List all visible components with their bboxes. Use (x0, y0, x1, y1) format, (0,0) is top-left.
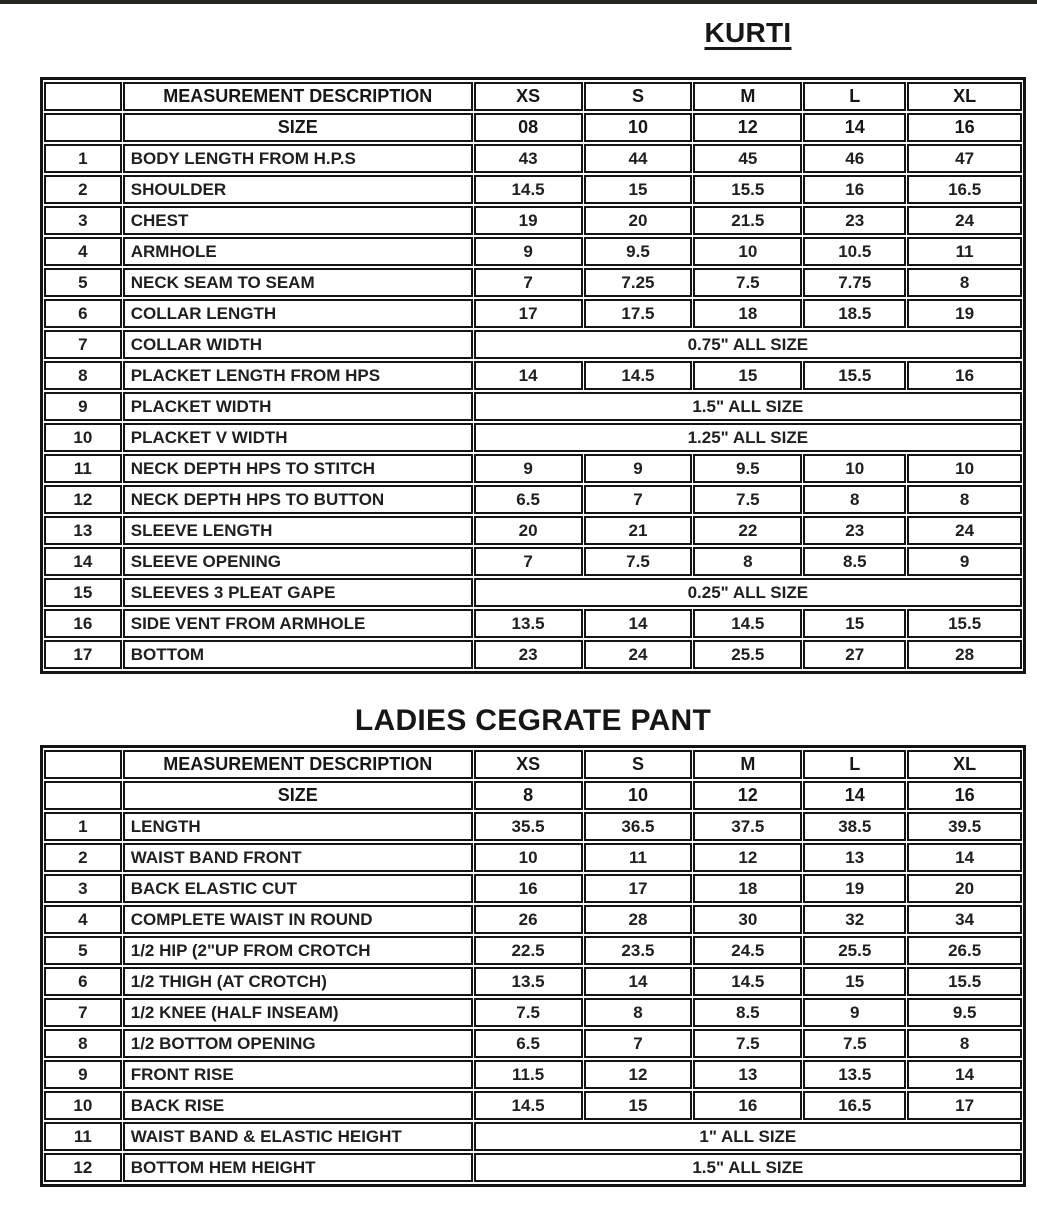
measurement-value-cell: 13 (693, 1060, 802, 1089)
size-label-header-cell: S (584, 82, 693, 111)
measurement-value-cell: 21 (584, 516, 693, 545)
size-label-header-cell: L (803, 750, 906, 779)
measurement-value-cell: 6.5 (474, 1029, 583, 1058)
measurement-value-cell: 19 (474, 206, 583, 235)
table-row (44, 206, 1022, 235)
all-size-span-value-cell: 0.25" ALL SIZE (474, 578, 1022, 607)
measurement-value-cell: 24 (584, 640, 693, 669)
measurement-value-cell: 11.5 (474, 1060, 583, 1089)
size-number-cell: 16 (907, 781, 1022, 810)
size-label-header-cell: XS (474, 750, 583, 779)
description-cell: PLACKET LENGTH FROM HPS (123, 361, 473, 390)
measurement-value-cell: 13.5 (803, 1060, 906, 1089)
measurement-value-cell: 9 (474, 237, 583, 266)
measurement-value-cell: 24 (907, 516, 1022, 545)
row-number-header-cell (44, 750, 122, 779)
measurement-value-cell: 16 (803, 175, 906, 204)
row-number-cell (44, 781, 122, 810)
description-cell: PLACKET V WIDTH (123, 423, 473, 452)
measurement-value-cell: 27 (803, 640, 906, 669)
measurement-value-cell: 15 (693, 361, 802, 390)
measurement-value-cell: 12 (584, 1060, 693, 1089)
measurement-value-cell: 43 (474, 144, 583, 173)
measurement-value-cell: 45 (693, 144, 802, 173)
measurement-value-cell: 34 (907, 905, 1022, 934)
description-cell: SLEEVES 3 PLEAT GAPE (123, 578, 473, 607)
description-cell: WAIST BAND FRONT (123, 843, 473, 872)
size-label-header-cell: XL (907, 82, 1022, 111)
description-cell: CHEST (123, 206, 473, 235)
row-number-cell: 1 (44, 144, 122, 173)
measurement-value-cell: 23 (803, 516, 906, 545)
measurement-value-cell: 16.5 (803, 1091, 906, 1120)
measurement-value-cell: 16 (474, 874, 583, 903)
measurement-value-cell: 23 (803, 206, 906, 235)
measurement-value-cell: 6.5 (474, 485, 583, 514)
measurement-value-cell: 7.5 (584, 547, 693, 576)
description-cell: COLLAR LENGTH (123, 299, 473, 328)
description-cell: NECK DEPTH HPS TO STITCH (123, 454, 473, 483)
measurement-value-cell: 38.5 (803, 812, 906, 841)
description-cell: 1/2 KNEE (HALF INSEAM) (123, 998, 473, 1027)
measurement-value-cell: 25.5 (803, 936, 906, 965)
description-cell: NECK SEAM TO SEAM (123, 268, 473, 297)
measurement-value-cell: 28 (907, 640, 1022, 669)
kurti-measurement-table (40, 77, 1026, 674)
table-row (44, 485, 1022, 514)
measurement-value-cell: 44 (584, 144, 693, 173)
measurement-value-cell: 7.75 (803, 268, 906, 297)
measurement-value-cell: 19 (907, 299, 1022, 328)
measurement-value-cell: 7 (584, 1029, 693, 1058)
table-row (44, 578, 1022, 607)
measurement-value-cell: 15 (584, 175, 693, 204)
measurement-value-cell: 16.5 (907, 175, 1022, 204)
measurement-value-cell: 13.5 (474, 609, 583, 638)
measurement-value-cell: 37.5 (693, 812, 802, 841)
measurement-value-cell: 25.5 (693, 640, 802, 669)
measurement-value-cell: 9.5 (584, 237, 693, 266)
size-number-cell: 8 (474, 781, 583, 810)
table-row (44, 423, 1022, 452)
pant-title-container (40, 704, 1026, 738)
size-number-cell: 10 (584, 113, 693, 142)
measurement-value-cell: 9 (584, 454, 693, 483)
description-cell: ARMHOLE (123, 237, 473, 266)
measurement-value-cell: 14 (907, 1060, 1022, 1089)
description-cell: BODY LENGTH FROM H.P.S (123, 144, 473, 173)
table-row (44, 905, 1022, 934)
size-number-cell: 14 (803, 113, 906, 142)
measurement-value-cell: 16 (693, 1091, 802, 1120)
measurement-value-cell: 9 (474, 454, 583, 483)
measurement-value-cell: 14 (584, 609, 693, 638)
measurement-value-cell: 23.5 (584, 936, 693, 965)
pant-table-title: LADIES CEGRATE PANT (354, 704, 712, 737)
row-number-cell: 3 (44, 206, 122, 235)
description-cell: 1/2 HIP (2"UP FROM CROTCH (123, 936, 473, 965)
size-number-cell: 12 (693, 113, 802, 142)
measurement-value-cell: 8.5 (693, 998, 802, 1027)
measurement-value-cell: 26.5 (907, 936, 1022, 965)
all-size-span-value-cell: 1" ALL SIZE (474, 1122, 1022, 1151)
table-row (44, 330, 1022, 359)
measurement-value-cell: 17 (474, 299, 583, 328)
row-number-cell: 2 (44, 843, 122, 872)
row-number-cell: 17 (44, 640, 122, 669)
row-number-cell: 14 (44, 547, 122, 576)
description-cell: BACK ELASTIC CUT (123, 874, 473, 903)
measurement-value-cell: 19 (803, 874, 906, 903)
table-row (44, 998, 1022, 1027)
description-cell: COMPLETE WAIST IN ROUND (123, 905, 473, 934)
row-number-header-cell (44, 82, 122, 111)
size-number-cell: 14 (803, 781, 906, 810)
measurement-value-cell: 24 (907, 206, 1022, 235)
kurti-title-container (40, 17, 1026, 49)
table-row (44, 361, 1022, 390)
measurement-value-cell: 7.5 (803, 1029, 906, 1058)
measurement-description-header-cell: MEASUREMENT DESCRIPTION (123, 82, 473, 111)
table-row (44, 843, 1022, 872)
pant-measurement-table (40, 745, 1026, 1187)
table-row (44, 237, 1022, 266)
measurement-value-cell: 36.5 (584, 812, 693, 841)
measurement-value-cell: 7 (584, 485, 693, 514)
measurement-value-cell: 8 (907, 268, 1022, 297)
row-number-cell: 10 (44, 1091, 122, 1120)
row-number-cell: 2 (44, 175, 122, 204)
description-cell: SLEEVE LENGTH (123, 516, 473, 545)
row-number-cell: 10 (44, 423, 122, 452)
measurement-value-cell: 8.5 (803, 547, 906, 576)
measurement-value-cell: 32 (803, 905, 906, 934)
row-number-cell: 12 (44, 1153, 122, 1182)
measurement-value-cell: 15.5 (907, 609, 1022, 638)
measurement-value-cell: 17 (907, 1091, 1022, 1120)
row-number-cell: 13 (44, 516, 122, 545)
row-number-cell: 7 (44, 998, 122, 1027)
description-cell: COLLAR WIDTH (123, 330, 473, 359)
measurement-value-cell: 15 (584, 1091, 693, 1120)
size-row-label-cell: SIZE (123, 113, 473, 142)
column-header-row (44, 750, 1022, 779)
row-number-cell: 4 (44, 905, 122, 934)
size-label-header-cell: S (584, 750, 693, 779)
table-row (44, 175, 1022, 204)
measurement-value-cell: 12 (693, 843, 802, 872)
measurement-value-cell: 11 (907, 237, 1022, 266)
measurement-value-cell: 18.5 (803, 299, 906, 328)
description-cell: 1/2 BOTTOM OPENING (123, 1029, 473, 1058)
all-size-span-value-cell: 1.5" ALL SIZE (474, 392, 1022, 421)
row-number-cell: 5 (44, 268, 122, 297)
row-number-cell: 9 (44, 392, 122, 421)
description-cell: PLACKET WIDTH (123, 392, 473, 421)
kurti-table-title: KURTI (704, 17, 792, 48)
measurement-value-cell: 10 (474, 843, 583, 872)
size-label-header-cell: M (693, 82, 802, 111)
size-row-label-cell: SIZE (123, 781, 473, 810)
description-cell: 1/2 THIGH (AT CROTCH) (123, 967, 473, 996)
column-header-row (44, 82, 1022, 111)
page-top-edge-bar (0, 0, 1037, 4)
measurement-value-cell: 26 (474, 905, 583, 934)
measurement-value-cell: 8 (907, 485, 1022, 514)
table-row (44, 874, 1022, 903)
measurement-value-cell: 28 (584, 905, 693, 934)
description-cell: BOTTOM HEM HEIGHT (123, 1153, 473, 1182)
measurement-value-cell: 7.5 (474, 998, 583, 1027)
description-cell: WAIST BAND & ELASTIC HEIGHT (123, 1122, 473, 1151)
table-row (44, 268, 1022, 297)
measurement-value-cell: 8 (907, 1029, 1022, 1058)
measurement-value-cell: 14 (584, 967, 693, 996)
measurement-value-cell: 15.5 (693, 175, 802, 204)
measurement-value-cell: 10 (803, 454, 906, 483)
measurement-value-cell: 9 (803, 998, 906, 1027)
measurement-value-cell: 14.5 (693, 609, 802, 638)
row-number-cell: 15 (44, 578, 122, 607)
measurement-value-cell: 9.5 (907, 998, 1022, 1027)
measurement-value-cell: 13 (803, 843, 906, 872)
table-row (44, 640, 1022, 669)
measurement-value-cell: 15 (803, 609, 906, 638)
row-number-cell: 3 (44, 874, 122, 903)
all-size-span-value-cell: 1.5" ALL SIZE (474, 1153, 1022, 1182)
measurement-value-cell: 15.5 (803, 361, 906, 390)
measurement-value-cell: 14.5 (474, 1091, 583, 1120)
row-number-cell: 4 (44, 237, 122, 266)
measurement-value-cell: 7.5 (693, 268, 802, 297)
measurement-value-cell: 17 (584, 874, 693, 903)
size-number-cell: 12 (693, 781, 802, 810)
table-row (44, 1060, 1022, 1089)
row-number-cell: 8 (44, 1029, 122, 1058)
size-number-row (44, 781, 1022, 810)
table-row (44, 547, 1022, 576)
description-cell: SLEEVE OPENING (123, 547, 473, 576)
all-size-span-value-cell: 1.25" ALL SIZE (474, 423, 1022, 452)
measurement-value-cell: 17.5 (584, 299, 693, 328)
measurement-value-cell: 23 (474, 640, 583, 669)
measurement-value-cell: 22.5 (474, 936, 583, 965)
size-number-cell: 10 (584, 781, 693, 810)
measurement-value-cell: 15 (803, 967, 906, 996)
row-number-cell: 16 (44, 609, 122, 638)
description-cell: NECK DEPTH HPS TO BUTTON (123, 485, 473, 514)
table-row (44, 299, 1022, 328)
row-number-cell: 6 (44, 299, 122, 328)
table-row (44, 1122, 1022, 1151)
description-cell: LENGTH (123, 812, 473, 841)
measurement-value-cell: 7.5 (693, 485, 802, 514)
table-row (44, 967, 1022, 996)
measurement-value-cell: 39.5 (907, 812, 1022, 841)
row-number-cell: 11 (44, 454, 122, 483)
measurement-value-cell: 8 (693, 547, 802, 576)
row-number-cell: 9 (44, 1060, 122, 1089)
table-row (44, 609, 1022, 638)
measurement-value-cell: 8 (803, 485, 906, 514)
row-number-cell (44, 113, 122, 142)
size-number-cell: 08 (474, 113, 583, 142)
measurement-value-cell: 14 (474, 361, 583, 390)
measurement-value-cell: 14 (907, 843, 1022, 872)
measurement-value-cell: 11 (584, 843, 693, 872)
row-number-cell: 12 (44, 485, 122, 514)
measurement-value-cell: 15.5 (907, 967, 1022, 996)
measurement-value-cell: 7 (474, 547, 583, 576)
measurement-value-cell: 35.5 (474, 812, 583, 841)
measurement-value-cell: 18 (693, 299, 802, 328)
row-number-cell: 5 (44, 936, 122, 965)
all-size-span-value-cell: 0.75" ALL SIZE (474, 330, 1022, 359)
row-number-cell: 6 (44, 967, 122, 996)
table-row (44, 1029, 1022, 1058)
measurement-value-cell: 7 (474, 268, 583, 297)
table-row (44, 454, 1022, 483)
measurement-value-cell: 10.5 (803, 237, 906, 266)
measurement-value-cell: 14.5 (474, 175, 583, 204)
size-number-cell: 16 (907, 113, 1022, 142)
table-row (44, 516, 1022, 545)
measurement-value-cell: 9.5 (693, 454, 802, 483)
table-row (44, 1091, 1022, 1120)
measurement-value-cell: 10 (907, 454, 1022, 483)
table-row (44, 1153, 1022, 1182)
measurement-value-cell: 47 (907, 144, 1022, 173)
table-row (44, 392, 1022, 421)
measurement-value-cell: 14.5 (584, 361, 693, 390)
row-number-cell: 11 (44, 1122, 122, 1151)
measurement-value-cell: 22 (693, 516, 802, 545)
description-cell: BACK RISE (123, 1091, 473, 1120)
measurement-value-cell: 21.5 (693, 206, 802, 235)
measurement-value-cell: 20 (584, 206, 693, 235)
measurement-value-cell: 46 (803, 144, 906, 173)
description-cell: FRONT RISE (123, 1060, 473, 1089)
row-number-cell: 7 (44, 330, 122, 359)
size-label-header-cell: XS (474, 82, 583, 111)
description-cell: SIDE VENT FROM ARMHOLE (123, 609, 473, 638)
measurement-value-cell: 24.5 (693, 936, 802, 965)
size-label-header-cell: XL (907, 750, 1022, 779)
measurement-value-cell: 7.25 (584, 268, 693, 297)
measurement-value-cell: 16 (907, 361, 1022, 390)
measurement-value-cell: 13.5 (474, 967, 583, 996)
measurement-value-cell: 30 (693, 905, 802, 934)
size-number-row (44, 113, 1022, 142)
table-row (44, 936, 1022, 965)
measurement-value-cell: 18 (693, 874, 802, 903)
measurement-description-header-cell: MEASUREMENT DESCRIPTION (123, 750, 473, 779)
measurement-value-cell: 7.5 (693, 1029, 802, 1058)
description-cell: SHOULDER (123, 175, 473, 204)
row-number-cell: 8 (44, 361, 122, 390)
measurement-value-cell: 20 (474, 516, 583, 545)
table-row (44, 144, 1022, 173)
measurement-value-cell: 9 (907, 547, 1022, 576)
measurement-value-cell: 14.5 (693, 967, 802, 996)
row-number-cell: 1 (44, 812, 122, 841)
description-cell: BOTTOM (123, 640, 473, 669)
measurement-value-cell: 8 (584, 998, 693, 1027)
size-label-header-cell: M (693, 750, 802, 779)
size-label-header-cell: L (803, 82, 906, 111)
table-row (44, 812, 1022, 841)
measurement-value-cell: 10 (693, 237, 802, 266)
measurement-value-cell: 20 (907, 874, 1022, 903)
